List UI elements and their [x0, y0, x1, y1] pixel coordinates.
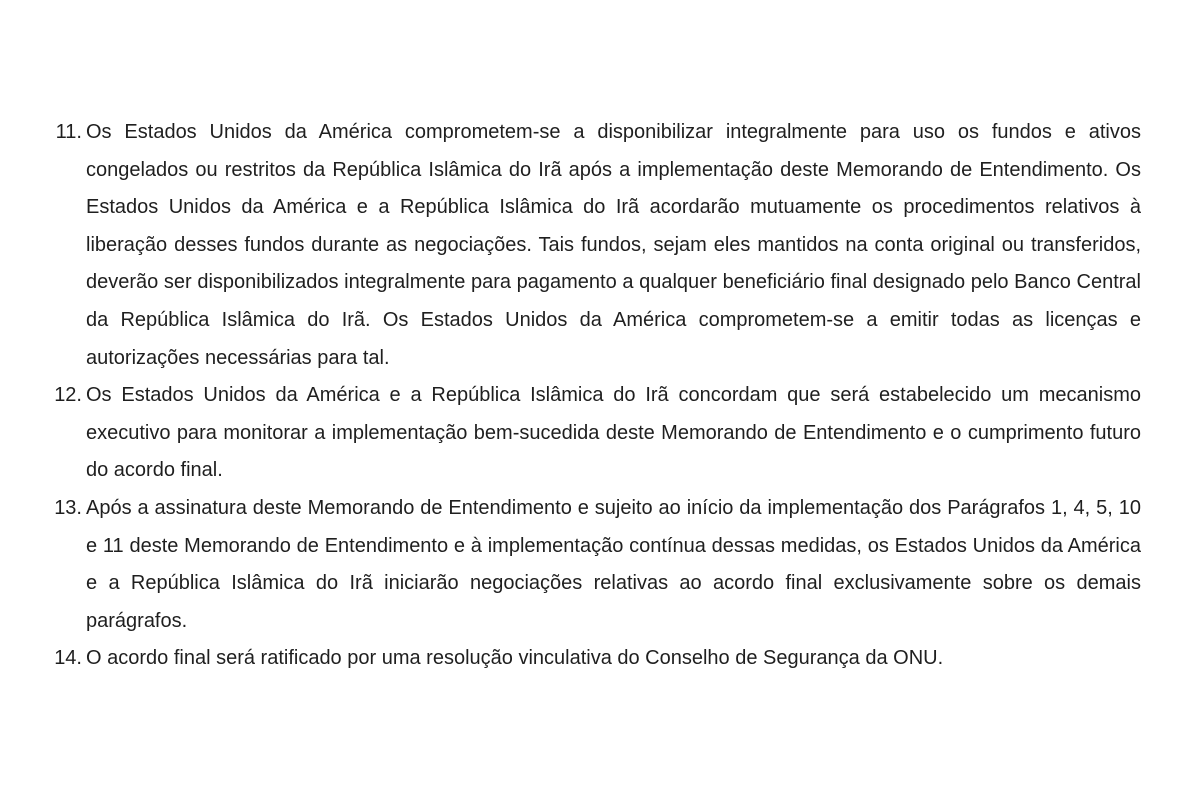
clause-list [0, 114, 1200, 678]
clause-number: 13. [54, 496, 82, 519]
clause-item [0, 640, 1141, 678]
clause-text: Após a assinatura deste Memorando de Entendimento e sujeito ao início da implementação dos Parágrafos 1, 4, 5, 10 e 11 deste Memorando de Entendimento e à implementação contínua dessas medidas, os Estados Unidos da América e a República Islâmica do Irã iniciarão negociações relativas ao acordo final exclusivamente sobre os demais parágrafos. [86, 496, 1141, 632]
clause-text: Os Estados Unidos da América comprometem-se a disponibilizar integralmente para uso os fundos e ativos congelados ou restritos da República Islâmica do Irã após a implementação deste Memorando de Entendimento. Os Estados Unidos da América e a República Islâmica do Irã acordarão mutuamente os procedimentos relativos à liberação desses fundos durante as negociações. Tais fundos, sejam eles mantidos na conta original ou transferidos, deverão ser disponibilizados integralmente para pagamento a qualquer beneficiário final designado pelo Banco Central da República Islâmica do Irã. Os Estados Unidos da América comprometem-se a emitir todas as licenças e autorizações necessárias para tal. [86, 121, 1141, 369]
clause-item [0, 377, 1141, 490]
clause-number: 14. [54, 647, 82, 670]
clause-number: 12. [54, 384, 82, 407]
clause-number: 11. [55, 121, 82, 143]
clause-item [0, 114, 1141, 377]
clause-text: O acordo final será ratificado por uma resolução vinculativa do Conselho de Segurança da ONU. [86, 647, 944, 670]
clause-text: Os Estados Unidos da América e a República Islâmica do Irã concordam que será estabelecido um mecanismo executivo para monitorar a implementação bem-sucedida deste Memorando de Entendimento e o cumprimento futuro do acordo final. [86, 384, 1141, 482]
clause-item [0, 490, 1141, 640]
